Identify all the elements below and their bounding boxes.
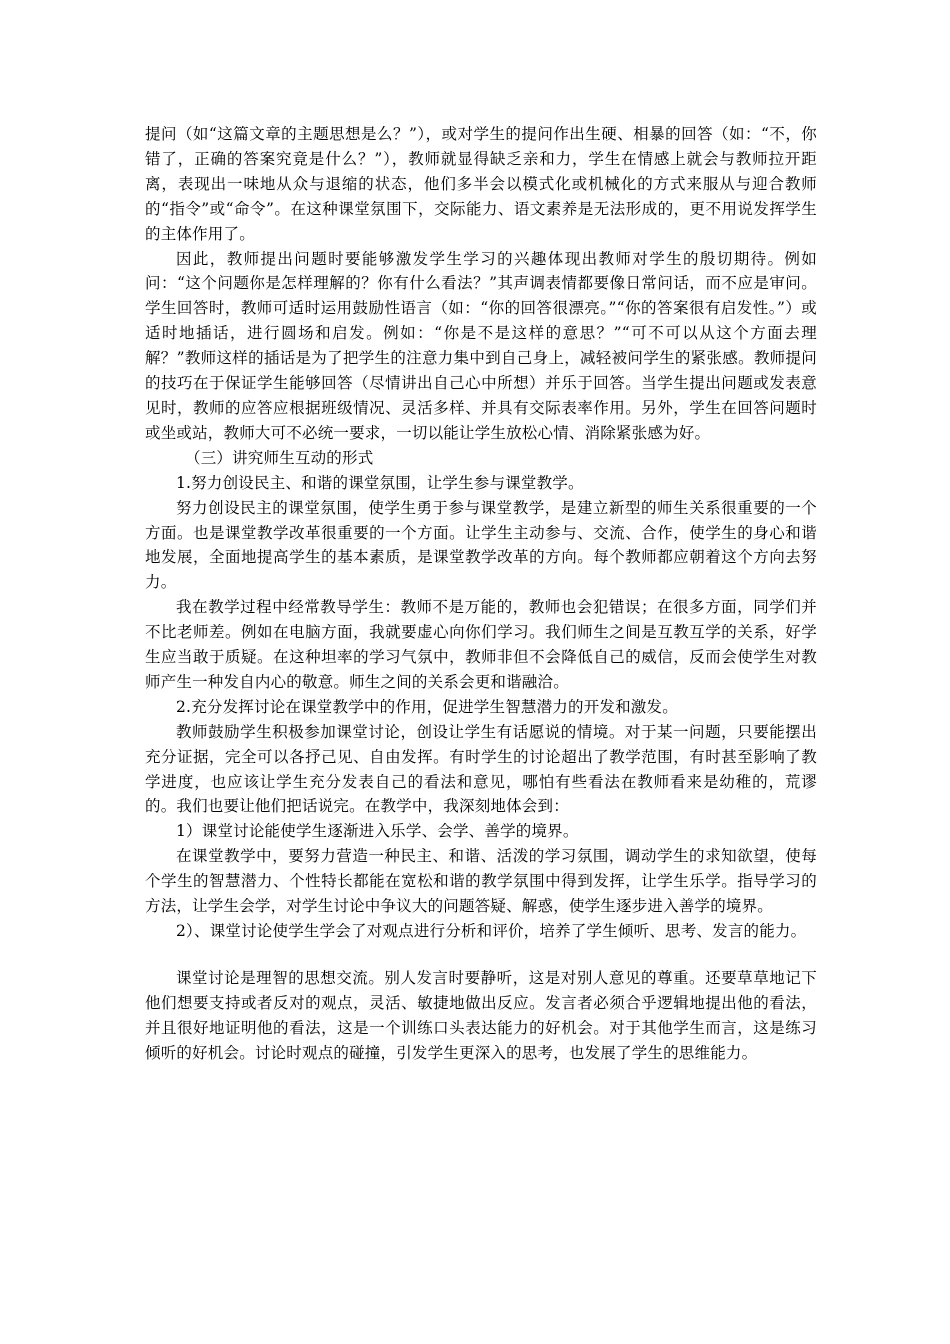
paragraph-democratic-atmosphere: 努力创设民主的课堂氛围，使学生勇于参与课堂教学，是建立新型的师生关系很重要的一个方面。也是课堂教学改革很重要的一个方面。让学生主动参与、交流、合作，使学生的身心和谐地发展，全面地提高学生的基本素质，是课堂教学改革的方向。每个教师都应朝着这个方向去努力。 [145, 498, 817, 592]
paragraph-teaching-practice: 我在教学过程中经常教导学生：教师不是万能的，教师也会犯错误；在很多方面，同学们并不比老师差。例如在电脑方面，我就要虚心向你们学习。我们师生之间是互教互学的关系，好学生应当敢于质疑。在这种坦率的学习气氛中，教师非但不会降低自己的威信，反而会使学生对教师产生一种发自内心的敬意。师生之间的关系会更和谐融洽。 [145, 598, 817, 691]
paragraph-classroom-teaching: 在课堂教学中，要努力营造一种民主、和谐、活泼的学习氛围，调动学生的求知欲望，使每个学生的智慧潜力、个性特长都能在宽松和谐的教学氛围中得到发挥，让学生乐学。指导学习的方法，让学生会学，对学生讨论中争议大的问题答疑、解惑，使学生逐步进入善学的境界。 [145, 847, 817, 916]
paragraph-continuation: 提问（如“这篇文章的主题思想是么？”），或对学生的提问作出生硬、相暴的回答（如：“不，你错了，正确的答案究竟是什么？”），教师就显得缺乏亲和力，学生在情感上就会与教师拉开距离，表现出一味地从众与退缩的状态，他们多半会以模式化或机械化的方式来服从与迎合教师的“指令”或“命令”。在这种课堂氛围下，交际能力、语文素养是无法形成的，更不用说发挥学生的主体作用了。 [145, 125, 817, 243]
list-item-2: 2）、课堂讨论使学生学会了对观点进行分析和评价，培养了学生倾听、思考、发言的能力。 [176, 922, 807, 940]
document-body [145, 122, 817, 1066]
subheading-2: 2.充分发挥讨论在课堂教学中的作用，促进学生智慧潜力的开发和激发。 [176, 697, 678, 716]
section-heading: （三）讲究师生互动的形式 [185, 448, 374, 467]
paragraph-questioning: 因此，教师提出问题时要能够激发学生学习的兴趣体现出教师对学生的殷切期待。例如问：“这个问题你是怎样理解的？你有什么看法？”其声调表情都要像日常问话，而不应是审问。学生回答时，教师可适时运用鼓励性语言（如：“你的回答很漂亮。”“你的答案很有启发性。”）或适时地插话，进行圆场和启发。例如：“你是不是这样的意思？”“可不可以从这个方面去理解？”教师这样的插话是为了把学生的注意力集中到自己身上，减轻被问学生的紧张感。教师提问的技巧在于保证学生能够回答（尽情讲出自己心中所想）并乐于回答。当学生提出问题或发表意见时，教师的应答应根据班级情况、灵活多样、并具有交际表率作用。另外，学生在回答问题时或坐或站，教师大可不必统一要求，一切以能让学生放松心情、消除紧张感为好。 [145, 249, 817, 442]
paragraph-rational-exchange: 课堂讨论是理智的思想交流。别人发言时要静听，这是对别人意见的尊重。还要草草地记下他们想要支持或者反对的观点，灵活、敏捷地做出反应。发言者必须合乎逻辑地提出他的看法，并且很好地证明他的看法，这是一个训练口头表达能力的好机会。对于其他学生而言，这是练习倾听的好机会。讨论时观点的碰撞，引发学生更深入的思考，也发展了学生的思维能力。 [145, 968, 817, 1062]
paragraph-discussion: 教师鼓励学生积极参加课堂讨论，创设让学生有话愿说的情境。对于某一问题，只要能摆出充分证据，完全可以各抒己见、自由发挥。有时学生的讨论超出了教学范围，有时甚至影响了教学进度，也应该让学生充分发表自己的看法和意见，哪怕有些看法在教师看来是幼稚的，荒谬的。我们也要让他们把话说完。在教学中，我深刻地体会到： [145, 722, 817, 816]
subheading-1: 1.努力创设民主、和谐的课堂氛围，让学生参与课堂教学。 [176, 473, 584, 492]
list-item-1: 1）课堂讨论能使学生逐渐进入乐学、会学、善学的境界。 [176, 822, 579, 841]
